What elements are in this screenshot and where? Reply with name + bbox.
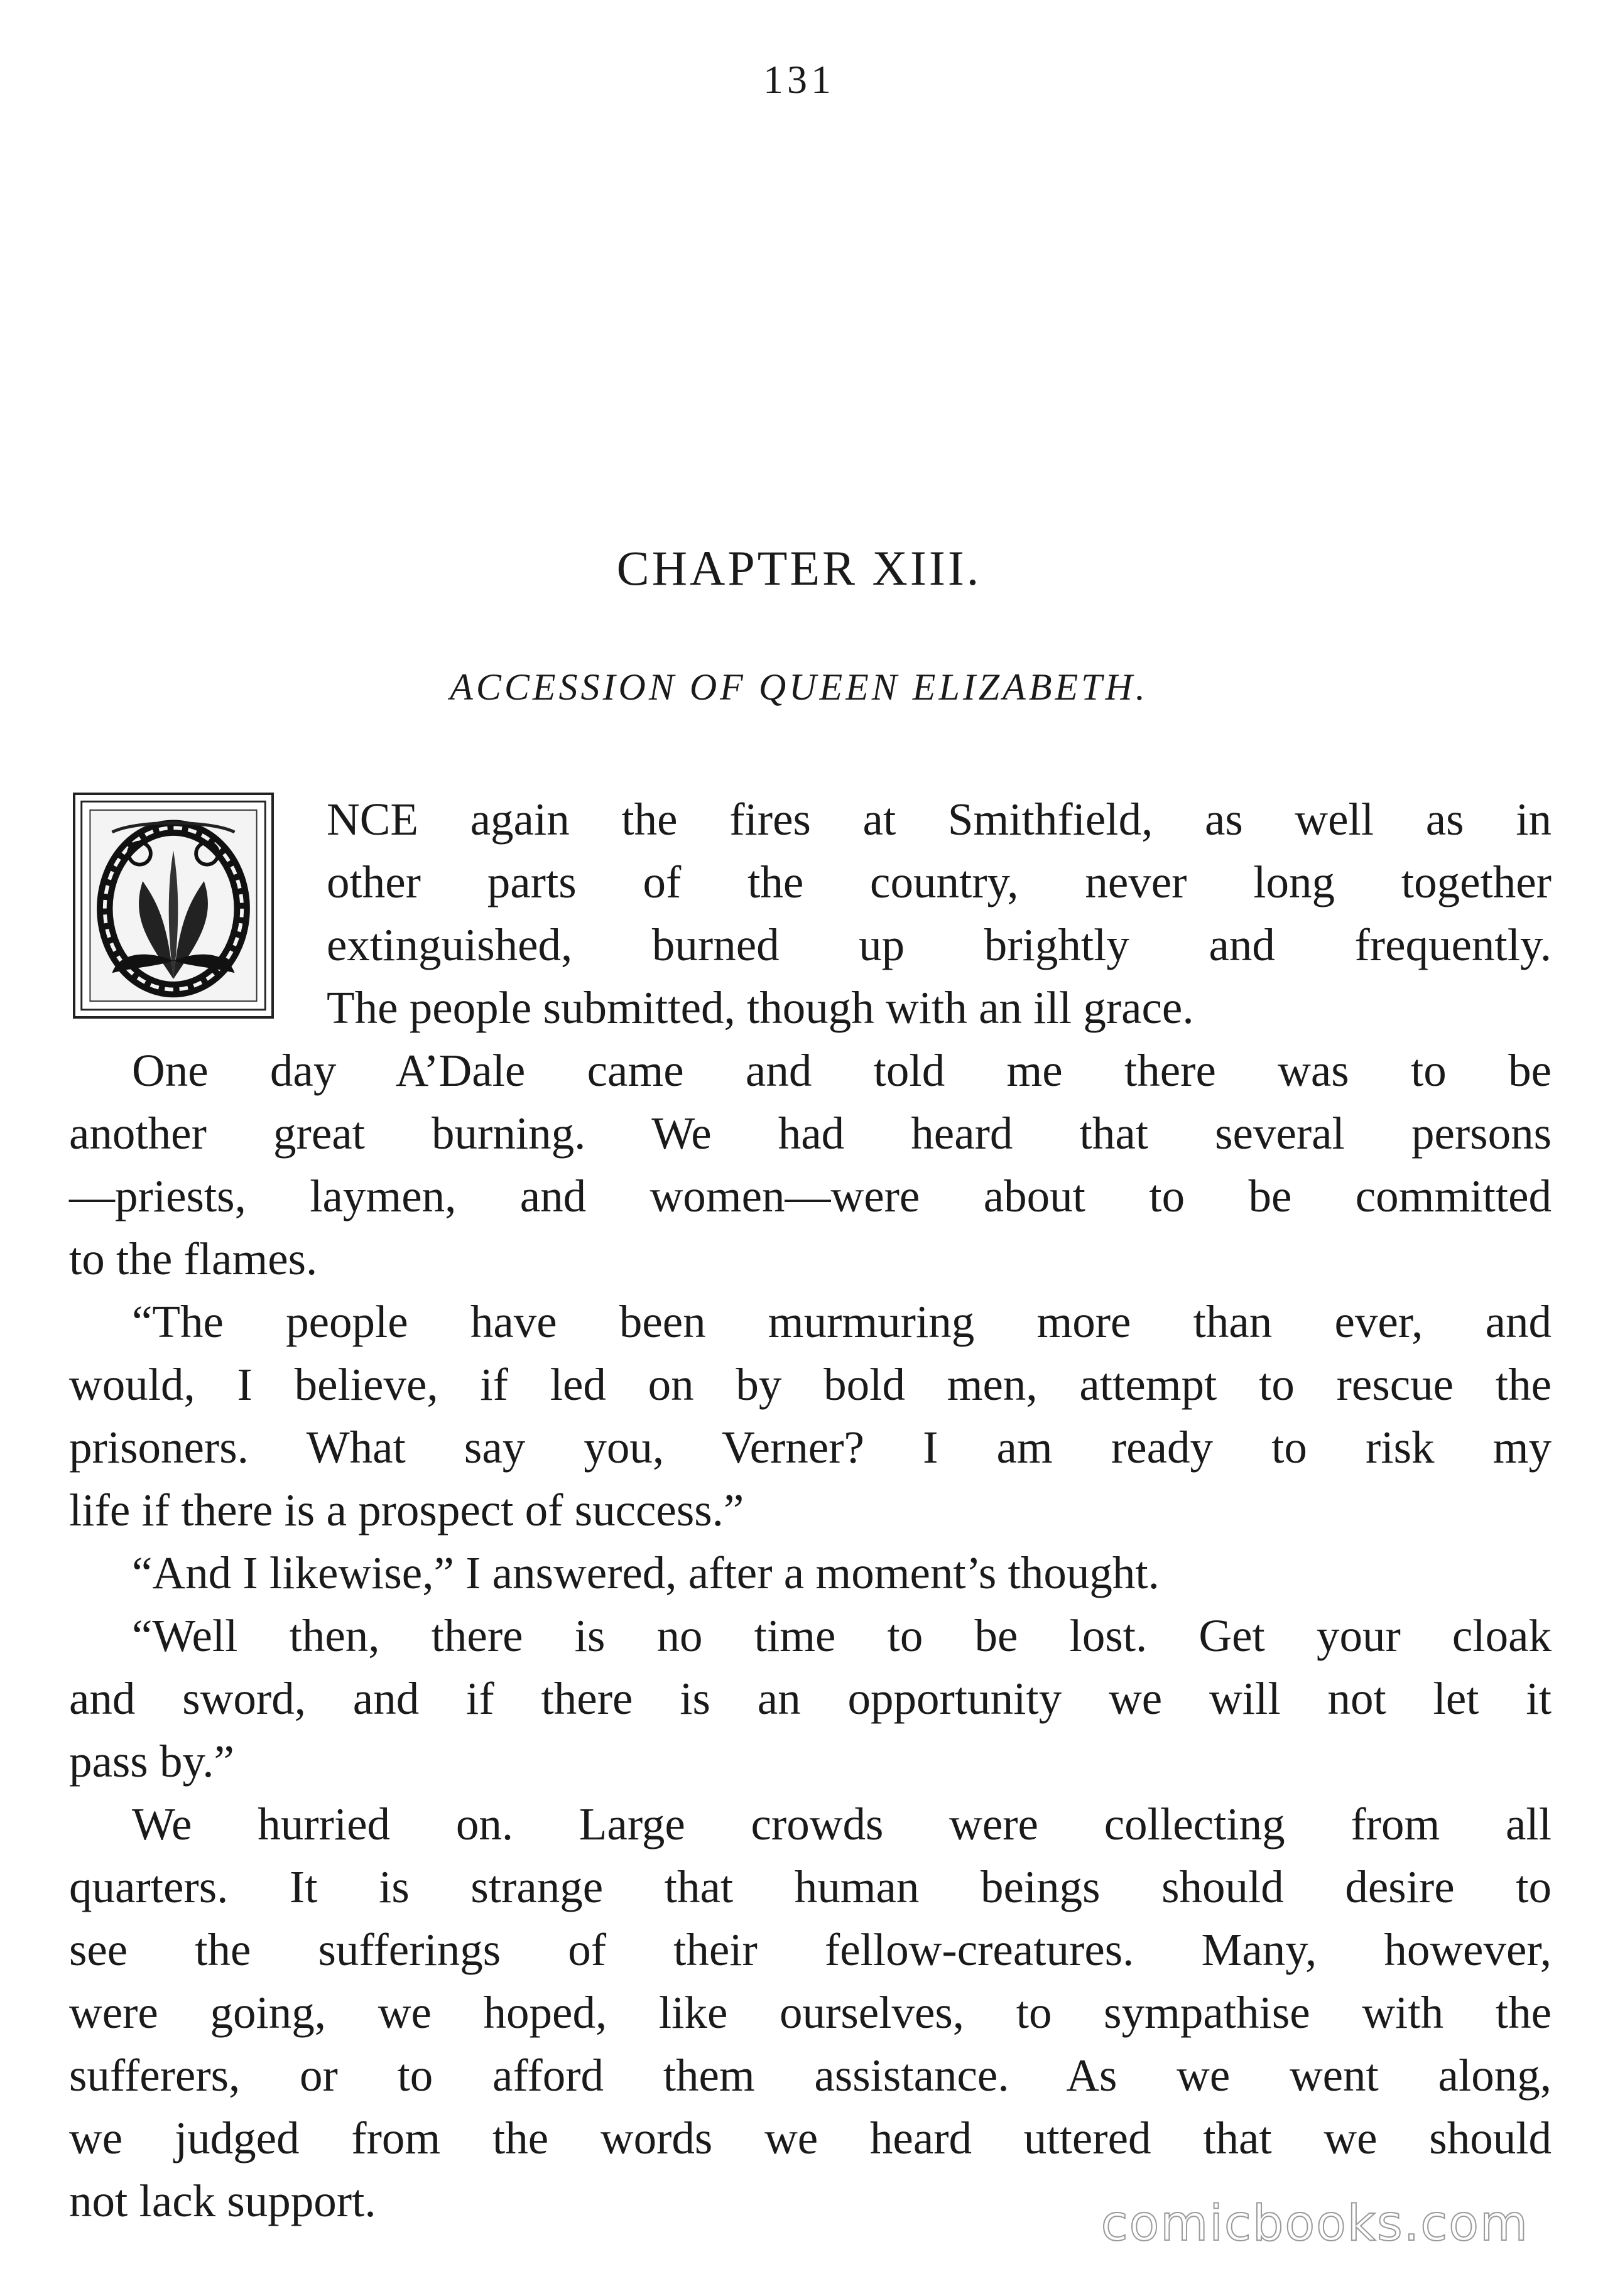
text-line: “The people have been murmuring more than ever, and — [132, 1296, 1552, 1347]
body-text — [69, 1039, 1552, 2233]
text-line: see the sufferings of their fellow-creatures. Many, however, — [69, 1924, 1552, 1975]
text-line: other parts of the country, never long together — [327, 857, 1552, 907]
text-line: quarters. It is strange that human beings should desire to — [69, 1861, 1552, 1912]
text-line: would, I believe, if led on by bold men, attempt to rescue the — [69, 1359, 1552, 1410]
text-line: The people submitted, though with an ill grace. — [327, 982, 1194, 1033]
text-line: to the flames. — [69, 1233, 318, 1284]
text-line: sufferers, or to afford them assistance. As we went along, — [69, 2050, 1552, 2101]
text-line: —priests, laymen, and women—were about to be committed — [69, 1171, 1552, 1221]
site-watermark: comicbooks.com — [1101, 2196, 1529, 2252]
text-line: “And I likewise,” I answered, after a moment’s thought. — [132, 1547, 1160, 1598]
text-line: were going, we hoped, like ourselves, to sympathise with the — [69, 1987, 1552, 2038]
text-line: One day A’Dale came and told me there was to be — [132, 1045, 1552, 1096]
opening-paragraph — [327, 788, 1552, 1039]
text-line: prisoners. What say you, Verner? I am ready to risk my — [69, 1422, 1552, 1473]
chapter-subtitle: ACCESSION OF QUEEN ELIZABETH. — [450, 666, 1148, 708]
page-number: 131 — [763, 57, 835, 102]
text-line: pass by.” — [69, 1736, 234, 1787]
text-line: another great burning. We had heard that several persons — [69, 1108, 1552, 1159]
drop-cap-ornament-icon — [73, 793, 274, 1019]
chapter-title: CHAPTER XIII. — [616, 541, 982, 595]
text-line: “Well then, there is no time to be lost. Get your cloak — [132, 1610, 1552, 1661]
text-line: NCE again the fires at Smithfield, as well as in — [327, 794, 1552, 845]
text-line: we judged from the words we heard uttered that we should — [69, 2113, 1552, 2163]
text-line: We hurried on. Large crowds were collecting from all — [132, 1799, 1552, 1849]
text-line: not lack support. — [69, 2175, 376, 2226]
text-line: life if there is a prospect of success.” — [69, 1485, 744, 1535]
text-line: and sword, and if there is an opportunity we will not let it — [69, 1673, 1552, 1724]
text-line: extinguished, burned up brightly and frequently. — [327, 919, 1552, 970]
